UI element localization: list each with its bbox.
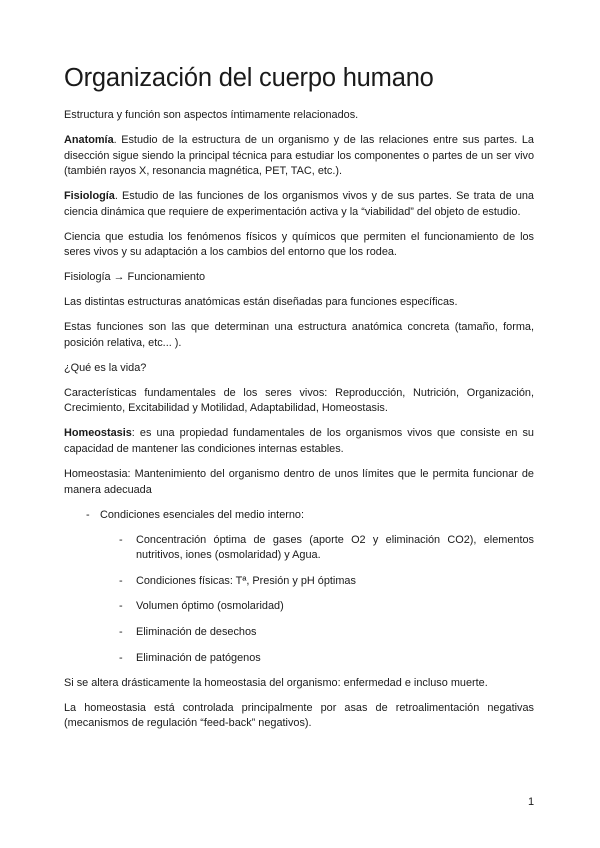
paragraph-ciencia: Ciencia que estudia los fenómenos físicos y químicos que permiten el funcionamiento de los seres vivos y su adaptación a los cambios del entorno que los rodea. xyxy=(64,230,534,259)
list-item-text: Volumen óptimo (osmolaridad) xyxy=(136,600,284,613)
list-dash: - xyxy=(119,533,123,546)
document-body xyxy=(64,108,534,741)
list-item xyxy=(64,599,534,615)
list-item-text: Eliminación de patógenos xyxy=(136,651,261,664)
list-dash: - xyxy=(119,651,123,664)
paragraph-fisiologia xyxy=(64,189,534,220)
paragraph-retroalimentacion: La homeostasia está controlada principalmente por asas de retroalimentación negativas (mecanismos de regulación “feed-back” negativos). xyxy=(64,701,534,730)
definition-homeostasis: : es una propiedad fundamentales de los organismos vivos que consiste en su capacidad de mantener las condiciones internas estables. xyxy=(64,427,534,456)
page-title: Organización del cuerpo humano xyxy=(64,64,434,92)
list-item xyxy=(64,625,534,641)
paragraph-intro: Estructura y función son aspectos íntimamente relacionados. xyxy=(64,109,359,121)
list-heading xyxy=(64,508,534,524)
page-number: 1 xyxy=(528,796,535,808)
list-item-text: Eliminación de desechos xyxy=(136,625,257,638)
list-dash: - xyxy=(119,574,123,587)
paragraph-vida: ¿Qué es la vida? xyxy=(64,361,147,374)
paragraph-caracteristicas: Características fundamentales de los seres vivos: Reproducción, Nutrición, Organización, Crecimiento, Excitabilidad y Motilidad, Adaptabilidad, Homeostasis. xyxy=(64,386,534,415)
list-item xyxy=(64,651,534,667)
list-item xyxy=(64,533,534,564)
list-dash: - xyxy=(86,508,90,521)
list-heading-text: Condiciones esenciales del medio interno: xyxy=(100,508,305,521)
list-item-text: Concentración óptima de gases (aporte O2 y eliminación CO2), elementos nutritivos, iones (osmolaridad) y Agua. xyxy=(136,533,534,562)
paragraph-funciones: Estas funciones son las que determinan una estructura anatómica concreta (tamaño, forma, posición relativa, etc... ). xyxy=(64,321,534,349)
definition-fisiologia: . Estudio de las funciones de los organismos vivos y de sus partes. Se trata de una ciencia dinámica que requiere de experimentación activa y la “viabilidad” del objeto de estudio. xyxy=(64,190,534,218)
list-item-text: Condiciones físicas: Tª, Presión y pH óptimas xyxy=(136,574,356,587)
definition-anatomia: . Estudio de la estructura de un organismo y de las relaciones entre sus partes. La disección sigue siendo la principal técnica para estudiar los componentes o partes de un ser vivo (también rayos X, resonancia magnética, PET, TAC, etc.). xyxy=(64,133,534,178)
term-homeostasis: Homeostasis xyxy=(64,427,132,440)
paragraph-homeostasia: Homeostasia: Mantenimiento del organismo dentro de unos límites que le permita funcionar de manera adecuada xyxy=(64,468,534,496)
paragraph-fisiologia-funcionamiento: Fisiología → Funcionamiento xyxy=(64,271,206,284)
paragraph-homeostasis xyxy=(64,426,534,457)
paragraph-estructuras: Las distintas estructuras anatómicas están diseñadas para funciones específicas. xyxy=(64,296,458,309)
paragraph-alteracion: Si se altera drásticamente la homeostasia del organismo: enfermedad e incluso muerte. xyxy=(64,676,488,689)
term-fisiologia: Fisiología xyxy=(64,190,115,203)
list-dash: - xyxy=(119,625,123,638)
list-dash: - xyxy=(119,600,123,613)
list-item xyxy=(64,574,534,590)
paragraph-anatomia xyxy=(64,133,534,180)
term-anatomia: Anatomía xyxy=(64,133,114,146)
